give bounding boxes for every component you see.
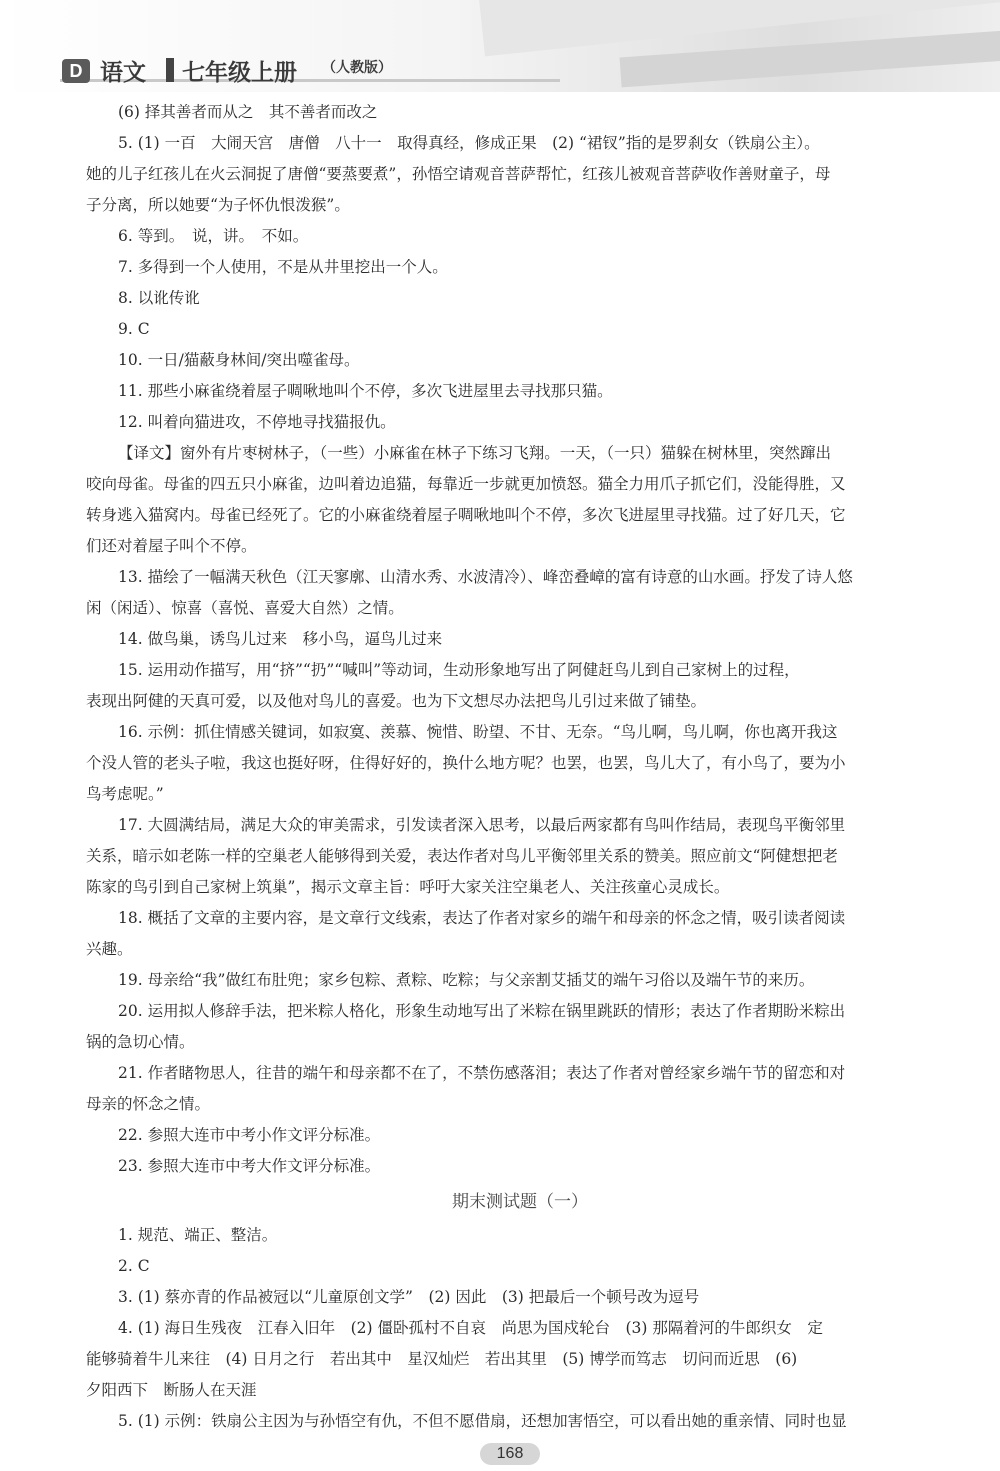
answer-line: 们还对着屋子叫个不停。 [86, 537, 257, 555]
answer-line: 20. 运用拟人修辞手法，把米粽人格化，形象生动地写出了米粽在锅里跳跃的情形；表达了作者期盼米粽出 [118, 1002, 846, 1020]
subject-label: 语文 [100, 60, 146, 86]
answer-line: 能够骑着牛儿来往 (4) 日月之行 若出其中 星汉灿烂 若出其里 (5) 博学而笃志 切问而近思 (6) [86, 1350, 798, 1368]
section-answer-lines [86, 1220, 954, 1437]
answer-line: 23. 参照大连市中考大作文评分标准。 [118, 1157, 381, 1175]
answer-line: 鸟考虑呢。” [86, 785, 164, 803]
edition-label: （人教版） [322, 60, 392, 76]
answer-line: 9. C [118, 320, 150, 338]
section-title: 期末测试题（一） [452, 1192, 588, 1212]
answer-line: 1. 规范、端正、整洁。 [118, 1226, 278, 1244]
answer-line: 兴趣。 [86, 940, 133, 958]
answer-line: 【译文】窗外有片枣树林子，（一些）小麻雀在林子下练习飞翔。一天，（一只）猫躲在树林里，突然蹿出 [118, 444, 832, 462]
answer-line: 2. C [118, 1257, 150, 1275]
answer-line: 10. 一日/猫蔽身林间/突出噬雀母。 [118, 351, 360, 369]
answer-line: 锅的急切心情。 [86, 1033, 195, 1051]
answer-line: 关系，暗示如老陈一样的空巢老人能够得到关爱，表达作者对鸟儿平衡邻里关系的赞美。照应前文“阿健想把老 [86, 847, 838, 865]
answer-line: 15. 运用动作描写，用“挤”“扔”“喊叫”等动词，生动形象地写出了阿健赶鸟儿到自己家树上的过程， [118, 661, 800, 679]
answer-line: 母亲的怀念之情。 [86, 1095, 211, 1113]
answer-line: 闲（闲适）、惊喜（喜悦、喜爱大自然）之情。 [86, 599, 404, 617]
answer-line: 16. 示例：抓住情感关键词，如寂寞、羡慕、惋惜、盼望、不甘、无奈。“鸟儿啊，鸟儿啊，你也离开我这 [118, 723, 838, 741]
answer-line: 子分离，所以她要“为子怀仇恨泼猴”。 [86, 196, 350, 214]
answer-line: 11. 那些小麻雀绕着屋子啁啾地叫个不停，多次飞进屋里去寻找那只猫。 [118, 382, 613, 400]
answer-line: 7. 多得到一个人使用，不是从井里挖出一个人。 [118, 258, 448, 276]
header-separator [166, 58, 174, 82]
answer-line: 22. 参照大连市中考小作文评分标准。 [118, 1126, 381, 1144]
answer-line: 6. 等到。 说，讲。 不如。 [118, 227, 309, 245]
answer-line: 12. 叫着向猫进攻，不停地寻找猫报仇。 [118, 413, 396, 431]
answer-line: 3. (1) 蔡亦青的作品被冠以“儿童原创文学” (2) 因此 (3) 把最后一个顿号改为逗号 [118, 1288, 700, 1306]
answer-content [86, 97, 954, 1437]
grade-label: 七年级上册 [182, 60, 297, 86]
answer-line: 个没人管的老头子啦，我这也挺好呀，住得好好的，换什么地方呢？也罢，也罢，鸟儿大了，有小鸟了，要为小 [86, 754, 846, 772]
subject-badge: D [62, 59, 90, 83]
answer-line: 转身逃入猫窝内。母雀已经死了。它的小麻雀绕着屋子啁啾地叫个不停，多次飞进屋里寻找猫。过了好几天，它 [86, 506, 846, 524]
page-header [0, 0, 1000, 92]
answer-line: 8. 以讹传讹 [118, 289, 200, 307]
answer-line: 表现出阿健的天真可爱，以及他对鸟儿的喜爱。也为下文想尽办法把鸟儿引过来做了铺垫。 [86, 692, 707, 710]
answer-line: 咬向母雀。母雀的四五只小麻雀，边叫着边追猫，每靠近一步就更加愤怒。猫全力用爪子抓它们，没能得胜，又 [86, 475, 846, 493]
answer-lines [86, 97, 954, 1182]
answer-line: 她的儿子红孩儿在火云洞捉了唐僧“要蒸要煮”，孙悟空请观音菩萨帮忙，红孩儿被观音菩萨收作善财童子，母 [86, 165, 831, 183]
answer-line: 17. 大圆满结局，满足大众的审美需求，引发读者深入思考，以最后两家都有鸟叫作结局，表现鸟平衡邻里 [118, 816, 846, 834]
answer-line: 18. 概括了文章的主要内容，是文章行文线索，表达了作者对家乡的端午和母亲的怀念之情，吸引读者阅读 [118, 909, 846, 927]
answer-line: 5. (1) 示例：铁扇公主因为与孙悟空有仇，不但不愿借扇，还想加害悟空，可以看出她的重亲情、同时也显 [118, 1412, 847, 1430]
answer-line: 21. 作者睹物思人，往昔的端午和母亲都不在了，不禁伤感落泪；表达了作者对曾经家乡端午节的留恋和对 [118, 1064, 846, 1082]
answer-line: 5. (1) 一百 大闹天宫 唐僧 八十一 取得真经，修成正果 (2) “裙钗”指的是罗刹女（铁扇公主）。 [118, 134, 820, 152]
page-number: 168 [480, 1443, 540, 1465]
answer-line: 夕阳西下 断肠人在天涯 [86, 1381, 257, 1399]
answer-line: 陈家的鸟引到自己家树上筑巢”，揭示文章主旨：呼吁大家关注空巢老人、关注孩童心灵成长。 [86, 878, 730, 896]
answer-line: 13. 描绘了一幅满天秋色（江天寥廓、山清水秀、水波清冷）、峰峦叠嶂的富有诗意的山水画。抒发了诗人悠 [118, 568, 853, 586]
answer-line: (6) 择其善者而从之 其不善者而改之 [118, 103, 378, 121]
answer-line: 19. 母亲给“我”做红布肚兜；家乡包粽、煮粽、吃粽；与父亲割艾插艾的端午习俗以及端午节的来历。 [118, 971, 815, 989]
answer-line: 4. (1) 海日生残夜 江春入旧年 (2) 僵卧孤村不自哀 尚思为国戍轮台 (3) 那隔着河的牛郎织女 定 [118, 1319, 823, 1337]
answer-line: 14. 做鸟巢，诱鸟儿过来 移小鸟，逼鸟儿过来 [118, 630, 443, 648]
